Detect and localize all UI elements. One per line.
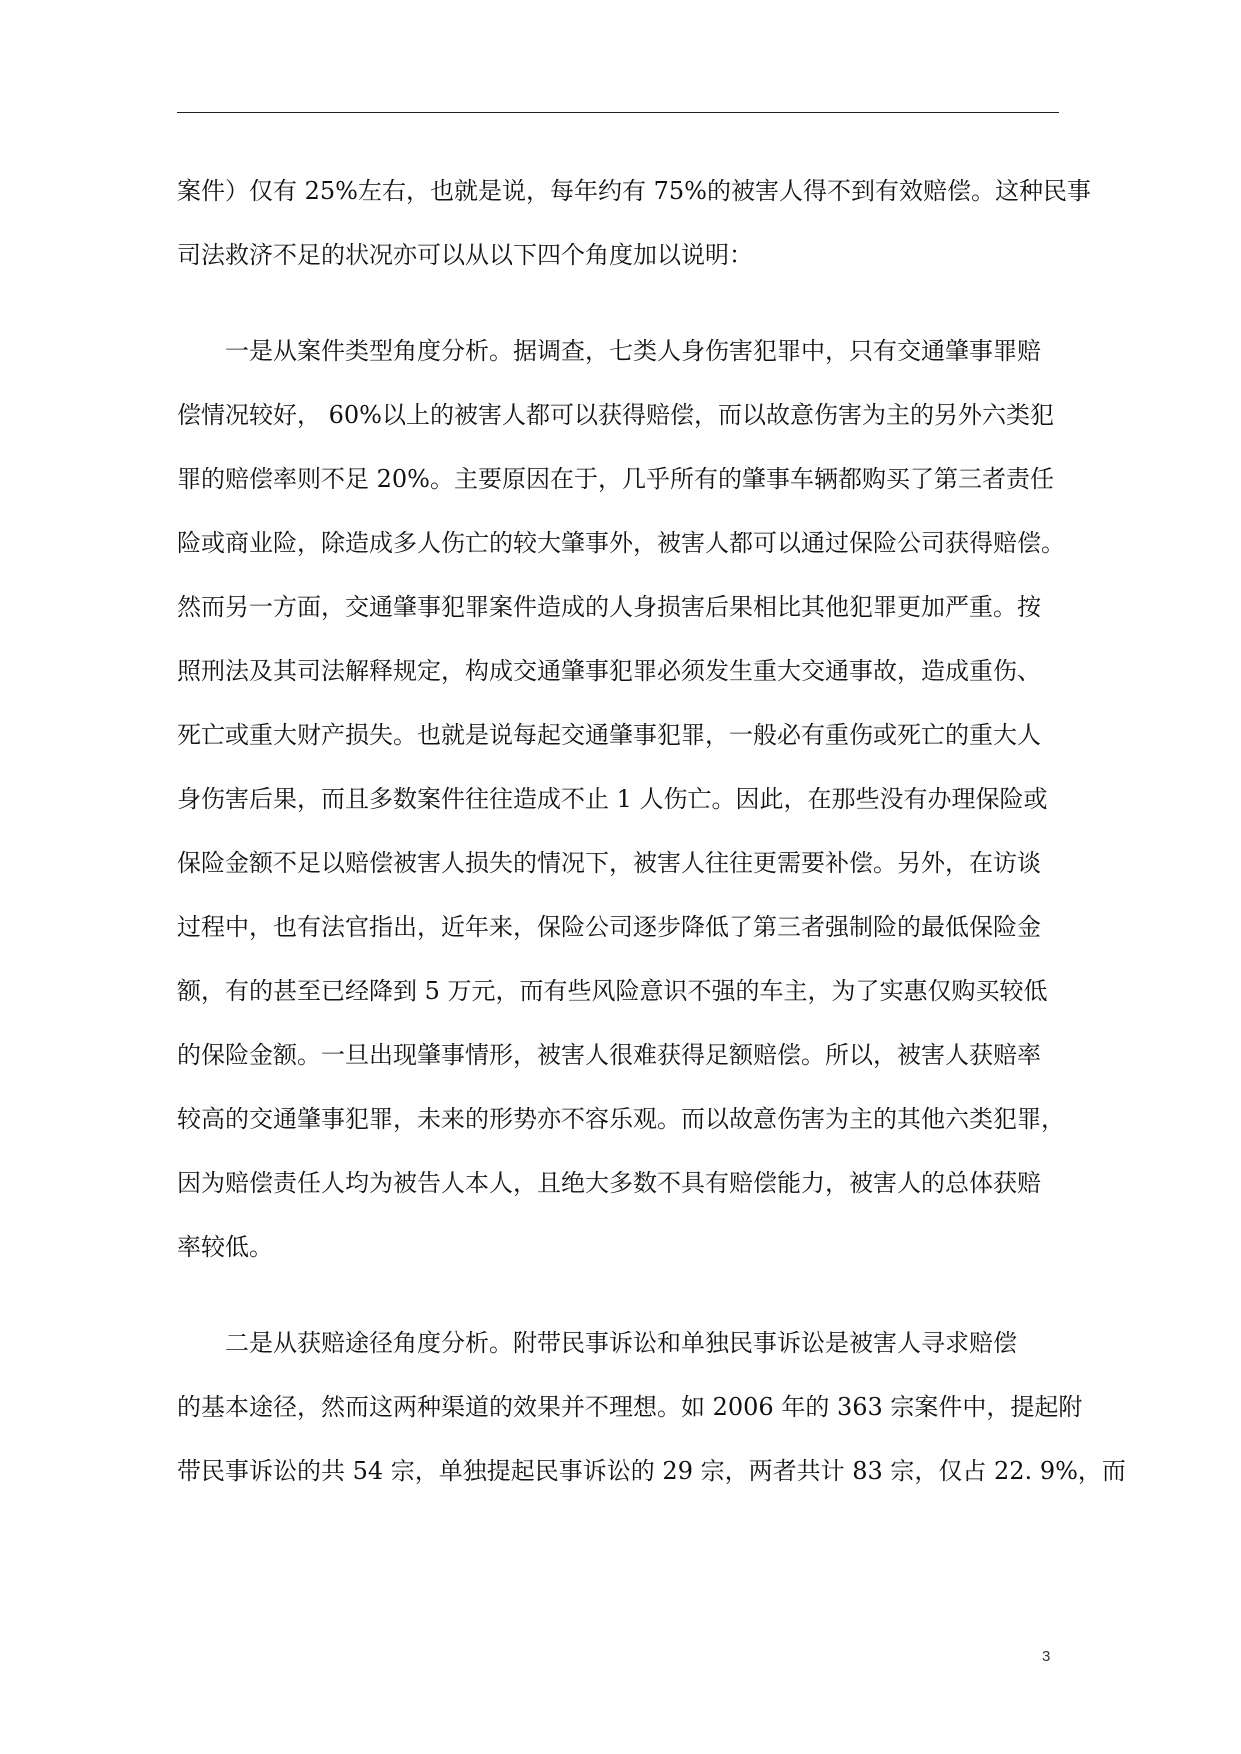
paragraph-3 — [177, 1311, 1126, 1503]
text-line: 然而另一方面，交通肇事犯罪案件造成的人身损害后果相比其他犯罪更加严重。按 — [177, 593, 1041, 621]
text-line: 司法救济不足的状况亦可以从以下四个角度加以说明： — [177, 241, 753, 269]
paragraph-2 — [177, 319, 1065, 1279]
text-line: 过程中，也有法官指出，近年来，保险公司逐步降低了第三者强制险的最低保险金 — [177, 913, 1041, 941]
text-line: 死亡或重大财产损失。也就是说每起交通肇事犯罪，一般必有重伤或死亡的重大人 — [177, 721, 1041, 749]
paragraph-gap — [177, 1279, 1059, 1311]
text-line: 案件）仅有 25%左右，也就是说，每年约有 75%的被害人得不到有效赔偿。这种民事 — [177, 177, 1091, 205]
paragraph-1 — [177, 159, 1091, 287]
text-line: 一是从案件类型角度分析。据调查，七类人身伤害犯罪中，只有交通肇事罪赔 — [225, 337, 1041, 365]
text-line: 因为赔偿责任人均为被告人本人，且绝大多数不具有赔偿能力，被害人的总体获赔 — [177, 1169, 1041, 1197]
text-line: 保险金额不足以赔偿被害人损失的情况下，被害人往往更需要补偿。另外，在访谈 — [177, 849, 1041, 877]
text-line: 罪的赔偿率则不足 20%。主要原因在于，几乎所有的肇事车辆都购买了第三者责任 — [177, 465, 1054, 493]
text-line: 二是从获赔途径角度分析。附带民事诉讼和单独民事诉讼是被害人寻求赔偿 — [225, 1329, 1017, 1357]
header-rule — [177, 112, 1059, 113]
page-number: 3 — [1042, 1648, 1051, 1665]
text-line: 照刑法及其司法解释规定，构成交通肇事犯罪必须发生重大交通事故，造成重伤、 — [177, 657, 1041, 685]
text-line: 带民事诉讼的共 54 宗，单独提起民事诉讼的 29 宗，两者共计 83 宗，仅占 22. 9%，而 — [177, 1457, 1126, 1485]
text-line: 额，有的甚至已经降到 5 万元，而有些风险意识不强的车主，为了实惠仅购买较低 — [177, 977, 1048, 1005]
text-line: 身伤害后果，而且多数案件往往造成不止 1 人伤亡。因此，在那些没有办理保险或 — [177, 785, 1048, 813]
text-line: 率较低。 — [177, 1233, 273, 1261]
text-line: 较高的交通肇事犯罪，未来的形势亦不容乐观。而以故意伤害为主的其他六类犯罪， — [177, 1105, 1065, 1133]
text-line: 偿情况较好， 60%以上的被害人都可以获得赔偿，而以故意伤害为主的另外六类犯 — [177, 401, 1054, 429]
text-line: 的基本途径，然而这两种渠道的效果并不理想。如 2006 年的 363 宗案件中，提起附 — [177, 1393, 1083, 1421]
paragraph-gap — [177, 287, 1059, 319]
page-body — [177, 159, 1126, 1503]
text-line: 险或商业险，除造成多人伤亡的较大肇事外，被害人都可以通过保险公司获得赔偿。 — [177, 529, 1065, 557]
text-line: 的保险金额。一旦出现肇事情形，被害人很难获得足额赔偿。所以，被害人获赔率 — [177, 1041, 1041, 1069]
